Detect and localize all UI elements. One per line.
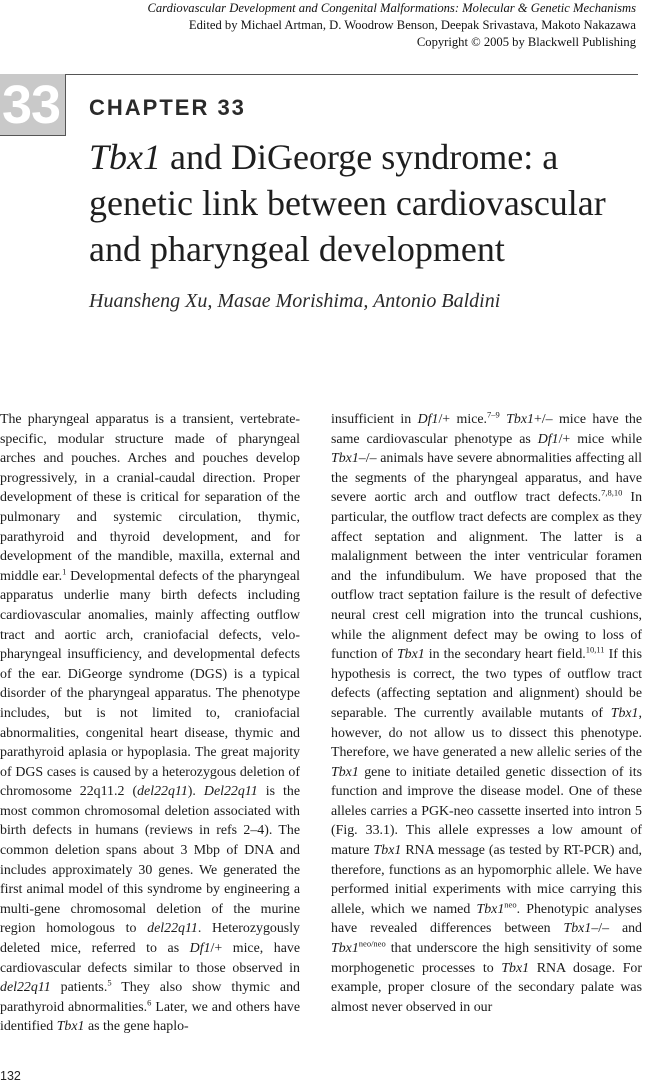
body-text: insufficient in bbox=[331, 412, 418, 427]
body-column-left bbox=[0, 410, 300, 1037]
body-text: RNA message (as tested by RT-PCR) and, therefore, functions as an hypomorphic allele. We have performed initial experiments with mice carrying this allele, which we named bbox=[331, 843, 642, 917]
book-header bbox=[16, 0, 636, 51]
chapter-number: 33 bbox=[2, 75, 61, 135]
italic-term: Tbx1 bbox=[331, 764, 359, 780]
chapter-title bbox=[89, 134, 649, 272]
italic-term: Tbx1 bbox=[373, 843, 402, 859]
citation-superscript: 6 bbox=[147, 997, 152, 1008]
chapter-number-block bbox=[0, 74, 66, 136]
italic-term: Df1 bbox=[417, 412, 439, 427]
italic-term: Tbx1 bbox=[56, 1019, 85, 1035]
body-text: /+ mice, have cardiovascular defects similar to those observed in bbox=[0, 941, 301, 976]
citation-superscript: neo/neo bbox=[358, 938, 386, 949]
copyright-line: Copyright © 2005 by Blackwell Publishing bbox=[416, 35, 636, 49]
citation-superscript: 1 bbox=[62, 566, 67, 577]
citation-superscript: 7,8,10 bbox=[601, 487, 623, 498]
body-text: The pharyngeal apparatus is a transient, vertebrate-specific, modular structure made of pharyngeal arches and pouches. Arches and pouches develop progressively, in a cranial-caudal direction. Proper development of these is critical for separation of the pulmonary and systemic circulation, thymic, parathyroid and thyroid development, and for development of the mandible, maxilla, external and middle ear. bbox=[0, 412, 300, 584]
body-text: gene to initiate detailed genetic dissection of its function and improve the disease model. One of these alleles carries a PGK-neo cassette inserted into intron 5 (Fig. 33.1). This allele expresses a low amount of mature bbox=[331, 764, 642, 859]
body-text: In particular, the outflow tract defects are complex as they affect septation and alignment. The latter is a malalignment between the inter ventricular foramen and the infundibulum. We have proposed that the outflow tract septation failure is the result of defective neural crest cell migration into the truncal cushions, while the alignment defect may be owing to loss of function of bbox=[331, 490, 643, 663]
italic-term: Del22q11 bbox=[203, 784, 258, 800]
header-rule bbox=[0, 74, 638, 75]
body-text: –/– and bbox=[591, 921, 643, 937]
italic-term: Df1 bbox=[537, 431, 559, 447]
italic-term: del22q11 bbox=[147, 921, 198, 937]
chapter-title-rest: and DiGeorge syndrome: a genetic link between cardiovascular and pharyngeal development bbox=[89, 137, 606, 269]
body-text: ). bbox=[187, 784, 204, 800]
italic-term: Tbx1 bbox=[476, 901, 505, 917]
editors-line: Edited by Michael Artman, D. Woodrow Benson, Deepak Srivastava, Makoto Nakazawa bbox=[188, 18, 636, 32]
body-text: –/– animals have severe abnormalities affecting all the segments of the pharyngeal apparatus, and have severe aortic arch and outflow tract defects. bbox=[331, 451, 642, 506]
body-text: patients. bbox=[50, 980, 108, 996]
body-text: /+ mice. bbox=[438, 412, 488, 427]
body-text: in the secondary heart field. bbox=[424, 647, 586, 663]
italic-term: Tbx1 bbox=[506, 412, 534, 427]
body-text: . Phenotypic analyses have revealed differences between bbox=[331, 901, 642, 937]
italic-term: Tbx1 bbox=[501, 960, 530, 976]
italic-term: Tbx1 bbox=[396, 647, 425, 663]
body-text: They also show thymic and parathyroid abnormalities. bbox=[0, 980, 300, 1015]
citation-superscript: 5 bbox=[107, 977, 112, 988]
chapter-title-gene: Tbx1 bbox=[89, 137, 161, 177]
book-title-line: Cardiovascular Development and Congenital Malformations: Molecular & Genetic Mechanisms bbox=[147, 1, 636, 15]
italic-term: Tbx1 bbox=[563, 921, 592, 937]
body-text: Developmental defects of the pharyngeal apparatus underlie many birth defects including cardiovascular anomalies, mainly affecting outflow tract and aortic arch, craniofacial defects, velo-pharyngeal insufficiency, and developmental defects of the ear. DiGeorge syndrome (DGS) is a typical disorder of the pharyngeal apparatus. The phenotype includes, but is not limited to, craniofacial abnormalities, congenital heart disease, thymic and parathyroid aplasia or hypoplasia. The great majority of DGS cases is caused by a heterozygous deletion of chromosome 22q11.2 ( bbox=[0, 568, 300, 800]
body-text: . Heterozygously deleted mice, referred to as bbox=[0, 921, 300, 957]
italic-term: del22q11 bbox=[0, 980, 51, 996]
body-text: as the gene haplo- bbox=[84, 1019, 189, 1035]
italic-term: del22q11 bbox=[137, 784, 188, 800]
chapter-label: CHAPTER 33 bbox=[89, 95, 246, 120]
body-text: is the most common chromosomal deletion associated with birth defects in humans (reviews in refs 2–4). The common deletion spans about 3 Mbp of DNA and includes approximately 30 genes. We generated the first animal model of this syndrome by engineering a multi-gene chromosomal deletion of the murine region homologous to bbox=[0, 784, 300, 937]
body-text: RNA dosage. For example, proper closure of the secondary palate was almost never observed in our bbox=[331, 960, 642, 1015]
italic-term: Tbx1 bbox=[331, 941, 359, 957]
body-text: +/– mice have the same cardiovascular phenotype as bbox=[331, 412, 642, 447]
body-column-right bbox=[331, 410, 642, 1017]
italic-term: Tbx1 bbox=[610, 705, 639, 721]
page-number: 132 bbox=[0, 1069, 21, 1083]
body-text: /+ mice while bbox=[558, 431, 642, 447]
chapter-authors: Huansheng Xu, Masae Morishima, Antonio Baldini bbox=[89, 290, 501, 312]
italic-term: Df1 bbox=[189, 941, 211, 957]
body-text: Later, we and others have identified bbox=[0, 999, 300, 1035]
citation-superscript: 10,11 bbox=[585, 644, 605, 655]
body-text: If this hypothesis is correct, the two types of outflow tract defects (affecting septation and alignment) should be separable. The currently available mutants of bbox=[331, 647, 642, 721]
italic-term: Tbx1 bbox=[331, 451, 359, 467]
body-text: that underscore the high sensitivity of some morphogenetic processes to bbox=[331, 941, 642, 976]
body-text: , however, do not allow us to dissect this phenotype. Therefore, we have generated a new allelic series of the bbox=[331, 705, 642, 761]
citation-superscript: neo bbox=[504, 899, 517, 910]
citation-superscript: 7–9 bbox=[487, 409, 500, 420]
